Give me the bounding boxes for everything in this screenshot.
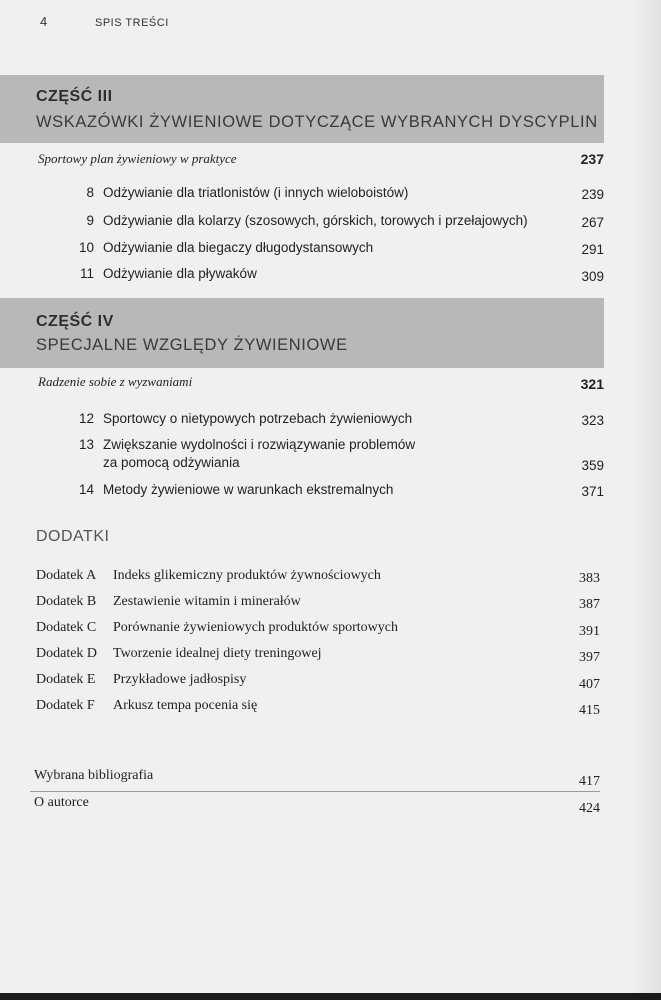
divider xyxy=(30,791,600,792)
part-4-section-page: 321 xyxy=(580,376,604,392)
chapter-title[interactable]: Odżywianie dla pływaków xyxy=(103,266,257,281)
chapter-number: 8 xyxy=(86,185,94,200)
chapter-title[interactable]: Odżywianie dla triatlonistów (i innych wieloboistów) xyxy=(103,185,409,200)
chapter-number: 9 xyxy=(86,213,94,228)
part-4-subtitle: SPECJALNE WZGLĘDY ŻYWIENIOWE xyxy=(36,336,348,354)
chapter-title-continuation[interactable]: za pomocą odżywiania xyxy=(103,455,240,470)
about-author-page: 424 xyxy=(579,801,600,816)
chapter-page: 239 xyxy=(581,187,604,202)
chapter-number: 11 xyxy=(79,266,94,281)
part-4-banner xyxy=(0,298,604,368)
scan-edge xyxy=(0,993,661,1000)
appendix-label: Dodatek B xyxy=(36,594,97,609)
appendix-page: 407 xyxy=(579,677,600,692)
chapter-title[interactable]: Metody żywieniowe w warunkach ekstremalnych xyxy=(103,482,394,497)
chapter-page: 309 xyxy=(581,269,604,284)
chapter-page: 359 xyxy=(581,458,604,473)
part-4-section-title[interactable]: Radzenie sobie z wyzwaniami xyxy=(38,374,193,389)
appendix-label: Dodatek E xyxy=(36,672,96,687)
chapter-page: 291 xyxy=(581,242,604,257)
chapter-title[interactable]: Odżywianie dla kolarzy (szosowych, górskich, torowych i przełajowych) xyxy=(103,213,528,228)
part-3-banner xyxy=(0,75,604,143)
appendix-label: Dodatek C xyxy=(36,620,97,635)
appendix-title[interactable]: Porównanie żywieniowych produktów sportowych xyxy=(113,620,399,635)
part-4-label: CZĘŚĆ IV xyxy=(36,313,114,330)
chapter-number: 12 xyxy=(78,411,94,426)
appendix-page: 387 xyxy=(579,597,600,612)
chapter-title[interactable]: Sportowcy o nietypowych potrzebach żywieniowych xyxy=(103,411,413,426)
chapter-number: 14 xyxy=(78,482,94,497)
part-3-subtitle: WSKAZÓWKI ŻYWIENIOWE DOTYCZĄCE WYBRANYCH DYSCYPLIN xyxy=(36,113,598,131)
chapter-number: 10 xyxy=(78,240,94,255)
page-shadow xyxy=(630,0,661,993)
dodatki-heading: DODATKI xyxy=(36,528,110,545)
appendix-page: 391 xyxy=(579,624,600,639)
appendix-page: 397 xyxy=(579,650,600,665)
part-3-label: CZĘŚĆ III xyxy=(36,88,113,105)
chapter-page: 371 xyxy=(581,484,604,499)
appendix-title[interactable]: Tworzenie idealnej diety treningowej xyxy=(113,646,322,661)
appendix-title[interactable]: Zestawienie witamin i minerałów xyxy=(113,594,301,609)
chapter-title[interactable]: Odżywianie dla biegaczy długodystansowych xyxy=(103,240,374,255)
part-3-section-title[interactable]: Sportowy plan żywieniowy w praktyce xyxy=(38,151,237,166)
running-header: SPIS TREŚCI xyxy=(95,17,169,29)
chapter-number: 13 xyxy=(78,437,94,452)
appendix-page: 415 xyxy=(579,703,600,718)
appendix-title[interactable]: Przykładowe jadłospisy xyxy=(113,672,247,687)
appendix-title[interactable]: Arkusz tempa pocenia się xyxy=(113,698,258,713)
appendix-label: Dodatek A xyxy=(36,568,97,583)
chapter-page: 323 xyxy=(581,413,604,428)
bibliography-page: 417 xyxy=(579,774,600,789)
page-number: 4 xyxy=(40,14,48,29)
chapter-title[interactable]: Zwiększanie wydolności i rozwiązywanie problemów xyxy=(103,437,416,452)
part-3-section-page: 237 xyxy=(580,151,604,167)
bibliography-link[interactable]: Wybrana bibliografia xyxy=(34,768,154,783)
appendix-title[interactable]: Indeks glikemiczny produktów żywnościowych xyxy=(113,568,381,583)
appendix-label: Dodatek D xyxy=(36,646,98,661)
appendix-page: 383 xyxy=(579,571,600,586)
chapter-page: 267 xyxy=(581,215,604,230)
about-author-link[interactable]: O autorce xyxy=(34,795,89,810)
appendix-label: Dodatek F xyxy=(36,698,95,713)
